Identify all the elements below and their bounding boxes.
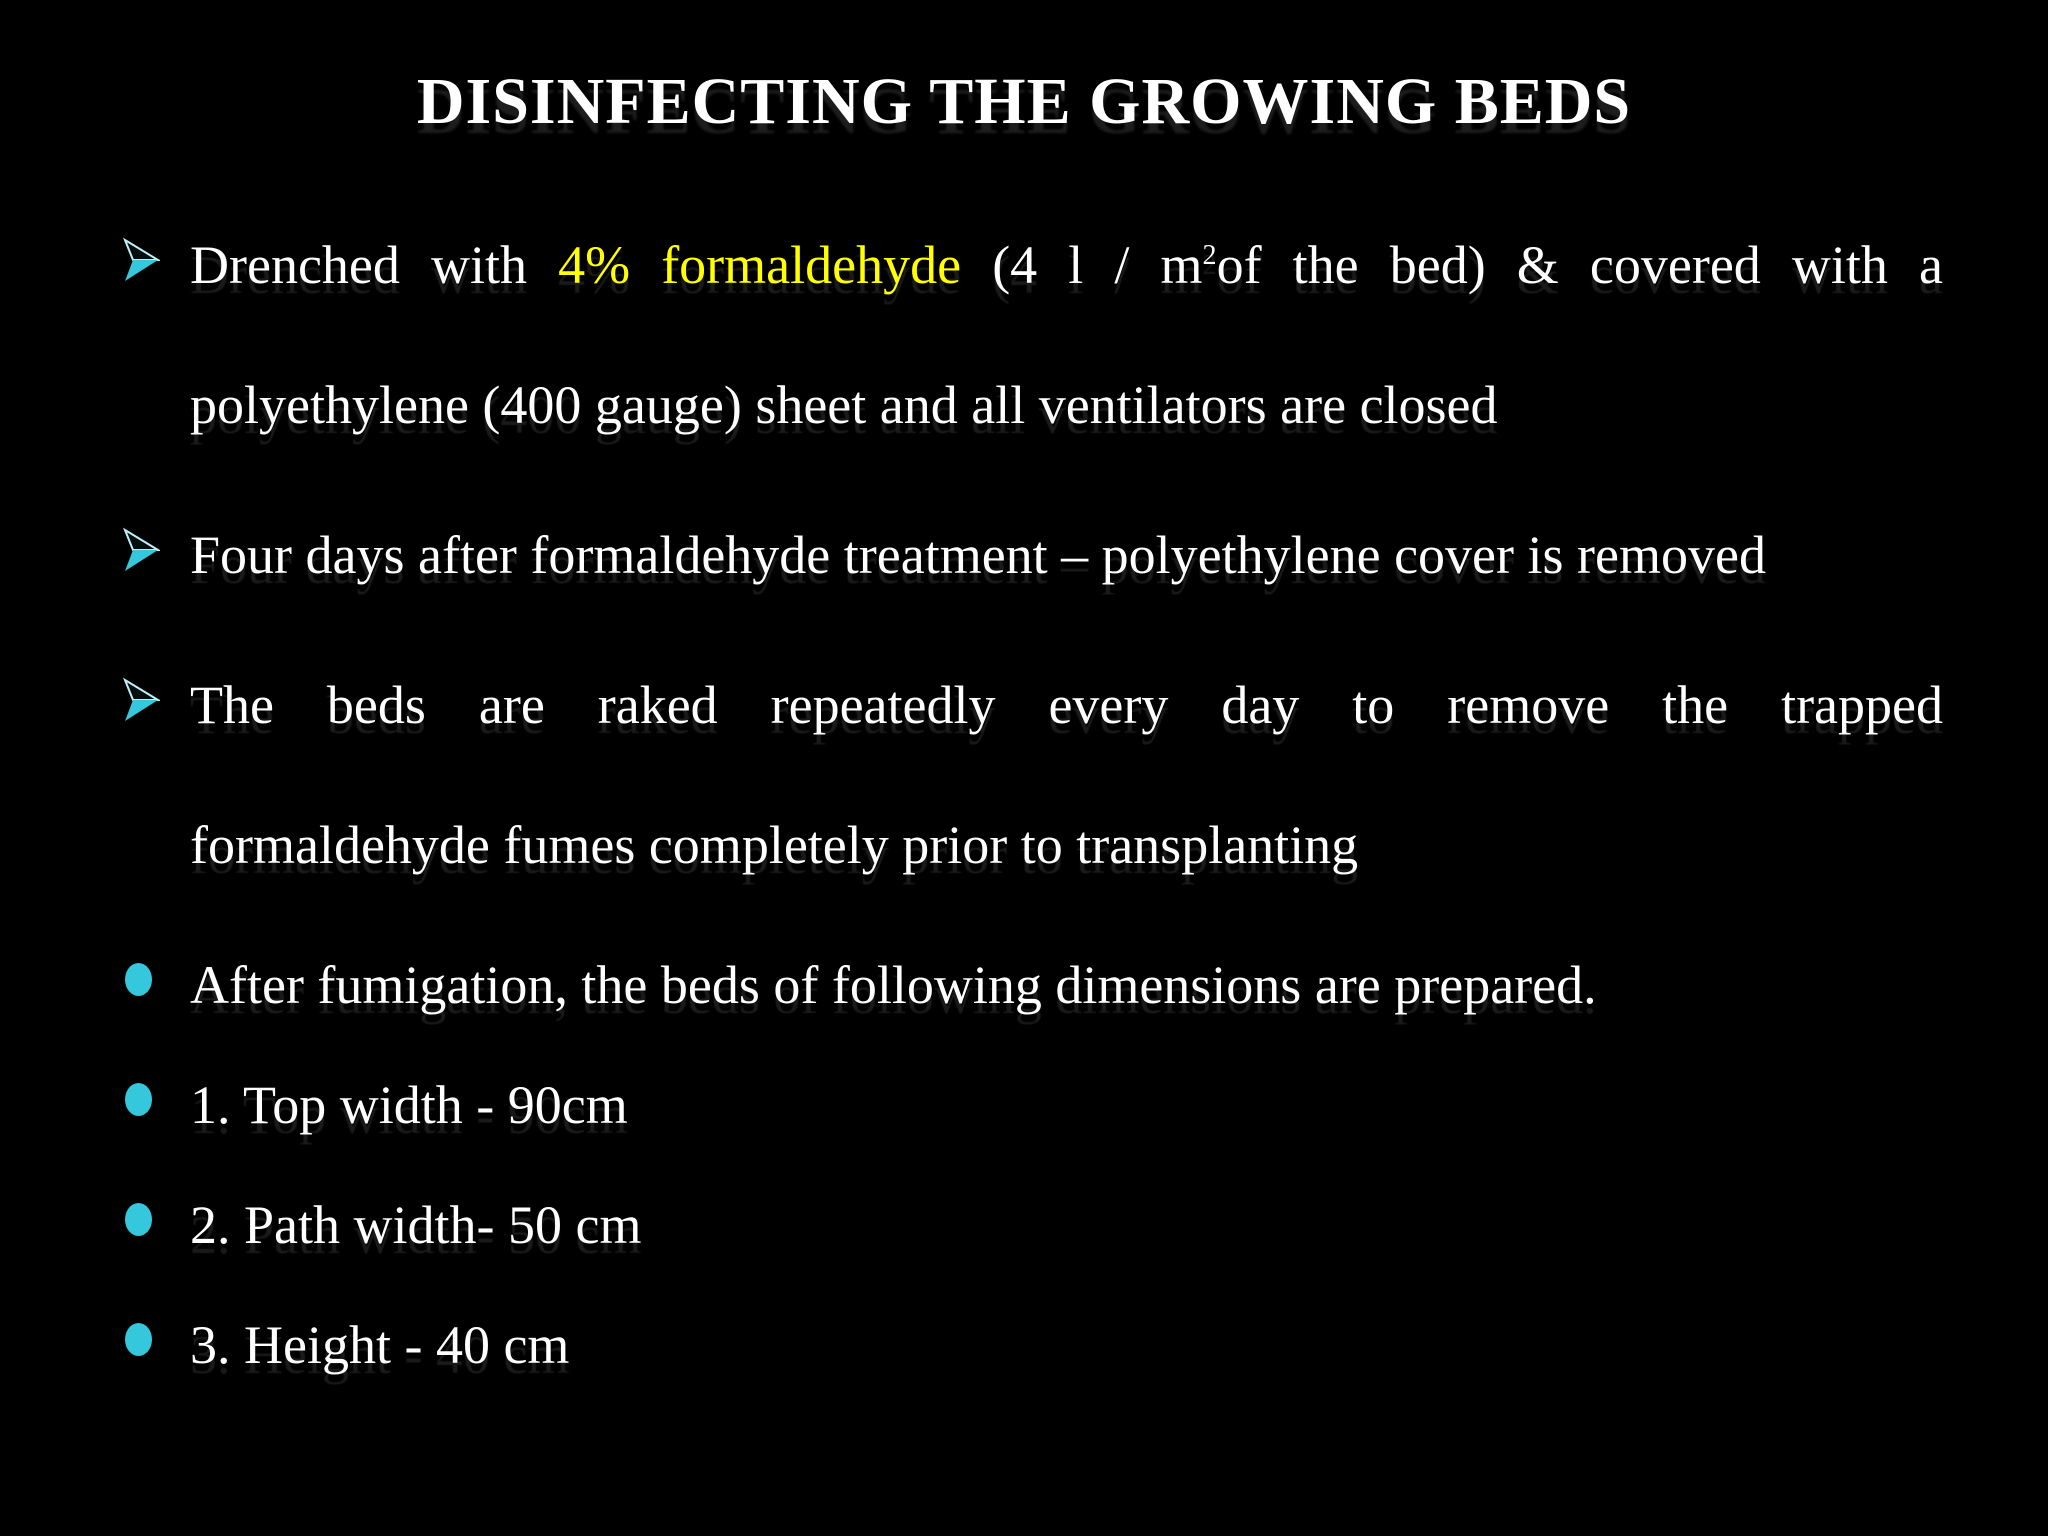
- arrow-bullet-icon: [122, 237, 160, 283]
- bullet-line: 2. Path width- 50 cm: [190, 1195, 642, 1255]
- slide-title: DISINFECTING THE GROWING BEDS: [416, 65, 1632, 138]
- circle-bullet-icon: [125, 1083, 152, 1116]
- bullet-item-top-width: [122, 1071, 1943, 1139]
- bullet-line: Four days after formaldehyde treatment – polyethylene cover is removed: [190, 525, 1766, 585]
- arrow-bullet-icon: [122, 527, 160, 573]
- bullet-item-four-days: [122, 521, 1943, 589]
- bullet-item-path-width: [122, 1191, 1943, 1259]
- circle-bullet-icon: [125, 1203, 152, 1236]
- text-segment: (4 l / m: [961, 235, 1203, 295]
- arrow-bullet-icon: [122, 677, 160, 723]
- circle-bullet-icon: [125, 963, 152, 996]
- bullet-line: After fumigation, the beds of following dimensions are prepared.: [190, 955, 1597, 1015]
- circle-bullet-icon: [125, 1323, 152, 1356]
- bullet-line: 1. Top width - 90cm: [190, 1075, 628, 1135]
- bullet-line: 3. Height - 40 cm: [190, 1315, 570, 1375]
- bullet-item-height: [122, 1311, 1943, 1379]
- bullet-item-raked: [122, 671, 1943, 879]
- bullet-line: formaldehyde fumes completely prior to transplanting: [190, 815, 1359, 875]
- text-segment: Drenched with: [190, 235, 559, 295]
- text-segment: of the bed) & covered with a: [1216, 235, 1943, 295]
- highlighted-text: 4% formaldehyde: [558, 235, 962, 295]
- superscript-2: 2: [1202, 240, 1217, 271]
- bullet-item-after-fumigation: [122, 951, 1943, 1019]
- bullet-item-drenched: [122, 231, 1943, 439]
- bullet-line: polyethylene (400 gauge) sheet and all ventilators are closed: [190, 375, 1498, 435]
- bullet-line: The beds are raked repeatedly every day to remove the trapped: [190, 675, 1943, 735]
- bullet-line: [190, 231, 1943, 299]
